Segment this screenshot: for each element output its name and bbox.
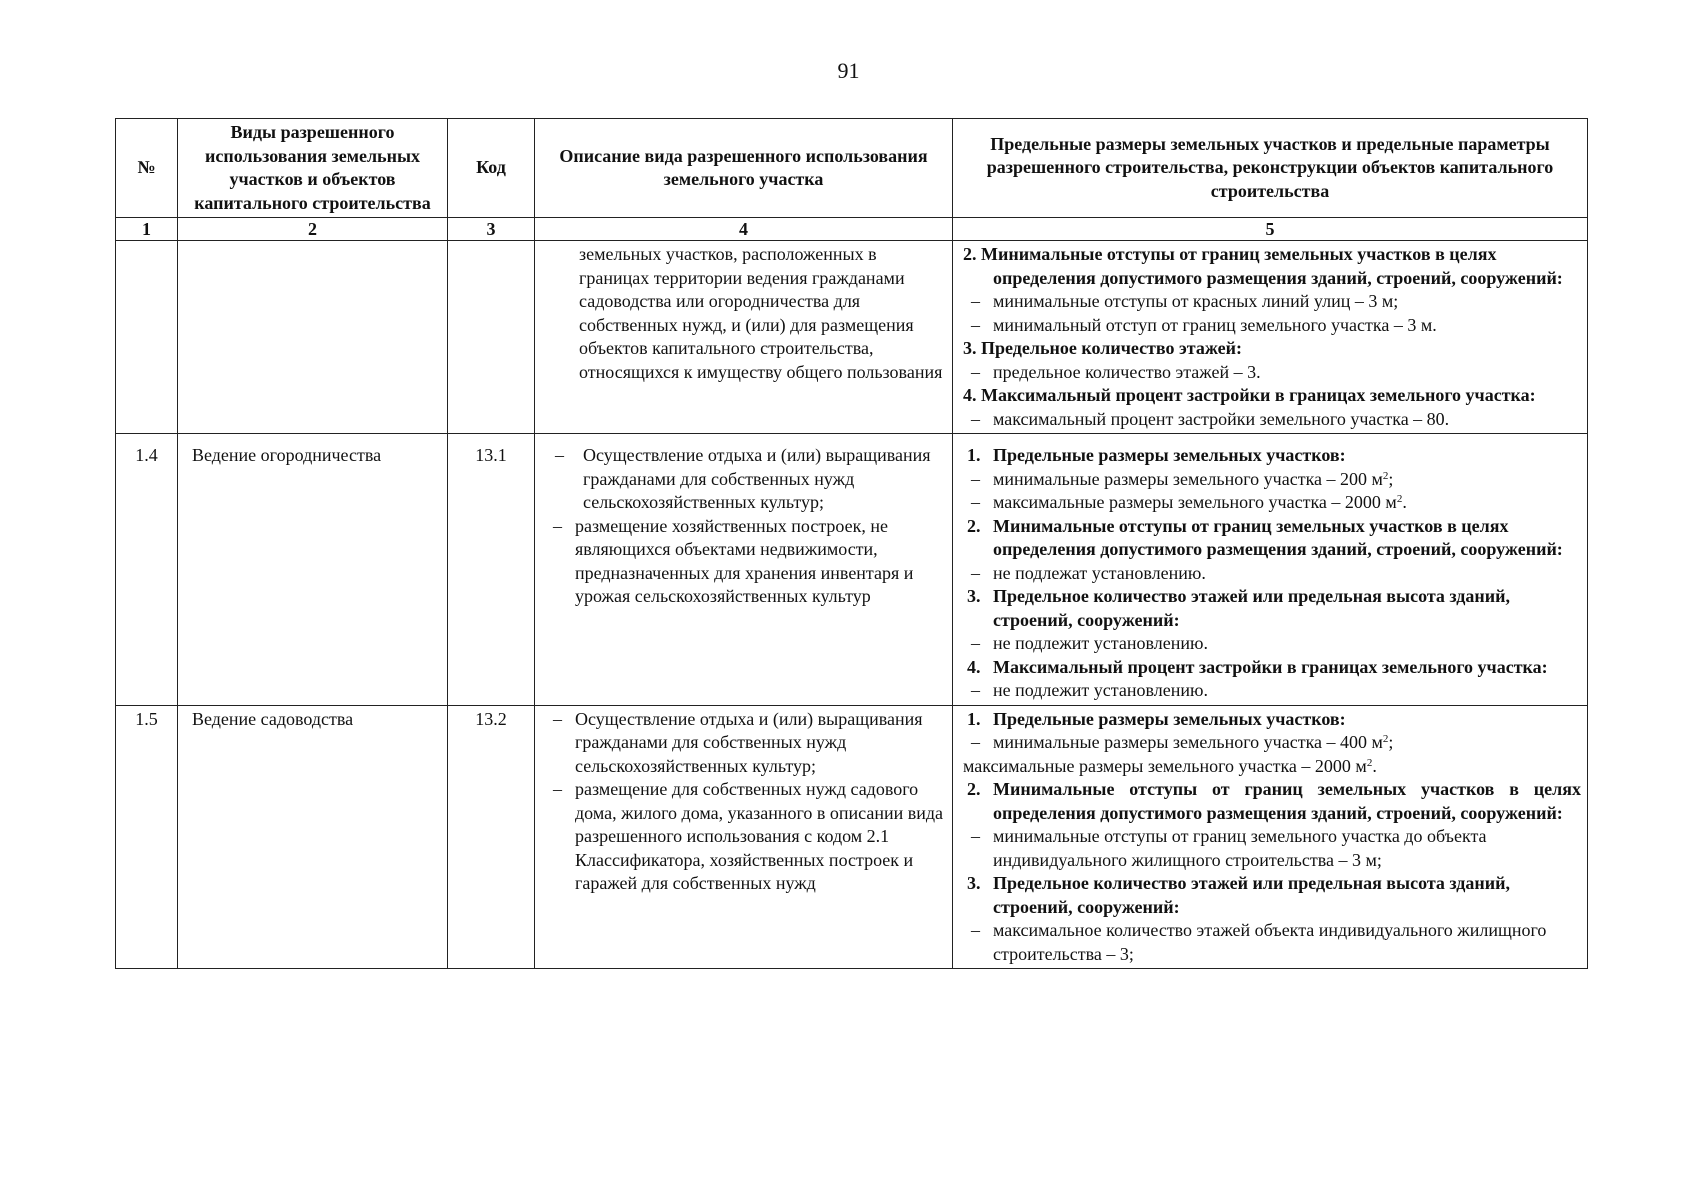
row-num: 1.5 (116, 705, 178, 969)
table-row (116, 434, 1588, 706)
params-bullet: – минимальный отступ от границ земельного участка – 3 м. (971, 314, 1437, 335)
description-bullet: – Осуществление отдыха и (или) выращивания гражданами для собственных нужд сельскохозяйственных культур; (555, 445, 931, 512)
params-heading: 1. Предельные размеры земельных участков: (967, 445, 1346, 465)
params-bullet: – максимальные размеры земельного участка – 2000 $м^2$. (971, 492, 1407, 512)
column-number-row (116, 218, 1588, 241)
params-heading: 4. Максимальный процент застройки в границах земельного участка: (963, 385, 1536, 405)
row-code: 13.2 (448, 705, 535, 969)
params-heading: 2. Минимальные отступы от границ земельных участков в целях определения допустимого размещения зданий, строений, сооружений: (967, 515, 1563, 559)
header-num: № (116, 119, 178, 218)
params-heading: 3. Предельное количество этажей или предельная высота зданий, строений, сооружений: (967, 586, 1511, 630)
header-description: Описание вида разрешенного использования земельного участка (535, 119, 953, 218)
header-kind: Виды разрешенного использования земельных участков и объектов капитального строительства (178, 119, 448, 218)
header-params: Предельные размеры земельных участков и предельные параметры разрешенного строительства, реконструкции объектов капитального строительства (953, 119, 1588, 218)
header-code: Код (448, 119, 535, 218)
table-header-row (116, 119, 1588, 218)
params-text: максимальные размеры земельного участка – 2000 $м^2$. (963, 755, 1377, 776)
row-params (953, 434, 1588, 706)
params-heading: 3. Предельное количество этажей или предельная высота зданий, строений, сооружений: (967, 873, 1511, 917)
column-number: 5 (953, 218, 1588, 241)
params-heading: 4. Максимальный процент застройки в границах земельного участка: (967, 656, 1548, 677)
params-bullet: – минимальные отступы от границ земельного участка до объекта индивидуального жилищного строительства – 3 м; (971, 826, 1487, 870)
params-heading: 2. Минимальные отступы от границ земельных участков в целях определения допустимого размещения зданий, строений, сооружений: (967, 779, 1581, 823)
params-heading: 2. Минимальные отступы от границ земельных участков в целях определения допустимого размещения зданий, строений, сооружений: (963, 244, 1563, 288)
row-description (535, 241, 953, 434)
zoning-table (115, 118, 1588, 969)
row-description (535, 434, 953, 706)
row-name: Ведение садоводства (178, 705, 448, 969)
row-name (178, 241, 448, 434)
params-bullet: – не подлежит установлению. (971, 633, 1208, 653)
row-num: 1.4 (116, 434, 178, 706)
params-bullet: – не подлежит установлению. (971, 680, 1208, 700)
row-params (953, 241, 1588, 434)
table-row (116, 241, 1588, 434)
row-params (953, 705, 1588, 969)
table-row (116, 705, 1588, 969)
params-bullet: – предельное количество этажей – 3. (971, 361, 1261, 382)
params-bullet: – минимальные отступы от красных линий улиц – 3 м; (971, 291, 1399, 311)
row-num (116, 241, 178, 434)
params-bullet: – максимальный процент застройки земельного участка – 80. (971, 408, 1450, 429)
row-code (448, 241, 535, 434)
description-bullet: – Осуществление отдыха и (или) выращивания гражданами для собственных нужд сельскохозяйственных культур; (553, 708, 923, 776)
description-bullet: – размещение для собственных нужд садового дома, жилого дома, указанного в описании вида разрешенного использования с кодом 2.1 Классификатора, хозяйственных построек и гаражей для собственных нужд (553, 779, 944, 893)
column-number: 3 (448, 218, 535, 241)
description-text: земельных участков, расположенных в границах территории ведения гражданами садоводства или огородничества для собственных нужд, и (или) для размещения объектов капитального строительства, относящихся к имуществу общего пользования (579, 244, 943, 382)
row-name: Ведение огородничества (178, 434, 448, 706)
params-bullet: – минимальные размеры земельного участка – 400 $м^2$; (971, 732, 1394, 752)
column-number: 2 (178, 218, 448, 241)
description-bullet: – размещение хозяйственных построек, не являющихся объектами недвижимости, предназначенных для хранения инвентаря и урожая сельскохозяйственных культур (553, 515, 914, 606)
params-heading: 3. Предельное количество этажей: (963, 338, 1242, 358)
params-bullet: – максимальное количество этажей объекта индивидуального жилищного строительства – 3; (971, 920, 1547, 964)
column-number: 1 (116, 218, 178, 241)
params-bullet: – не подлежат установлению. (971, 562, 1206, 583)
page-number: 91 (837, 58, 860, 83)
params-heading: 1. Предельные размеры земельных участков: (967, 708, 1346, 729)
params-bullet: – минимальные размеры земельного участка – 200 $м^2$; (971, 468, 1394, 489)
row-description (535, 705, 953, 969)
row-code: 13.1 (448, 434, 535, 706)
column-number: 4 (535, 218, 953, 241)
